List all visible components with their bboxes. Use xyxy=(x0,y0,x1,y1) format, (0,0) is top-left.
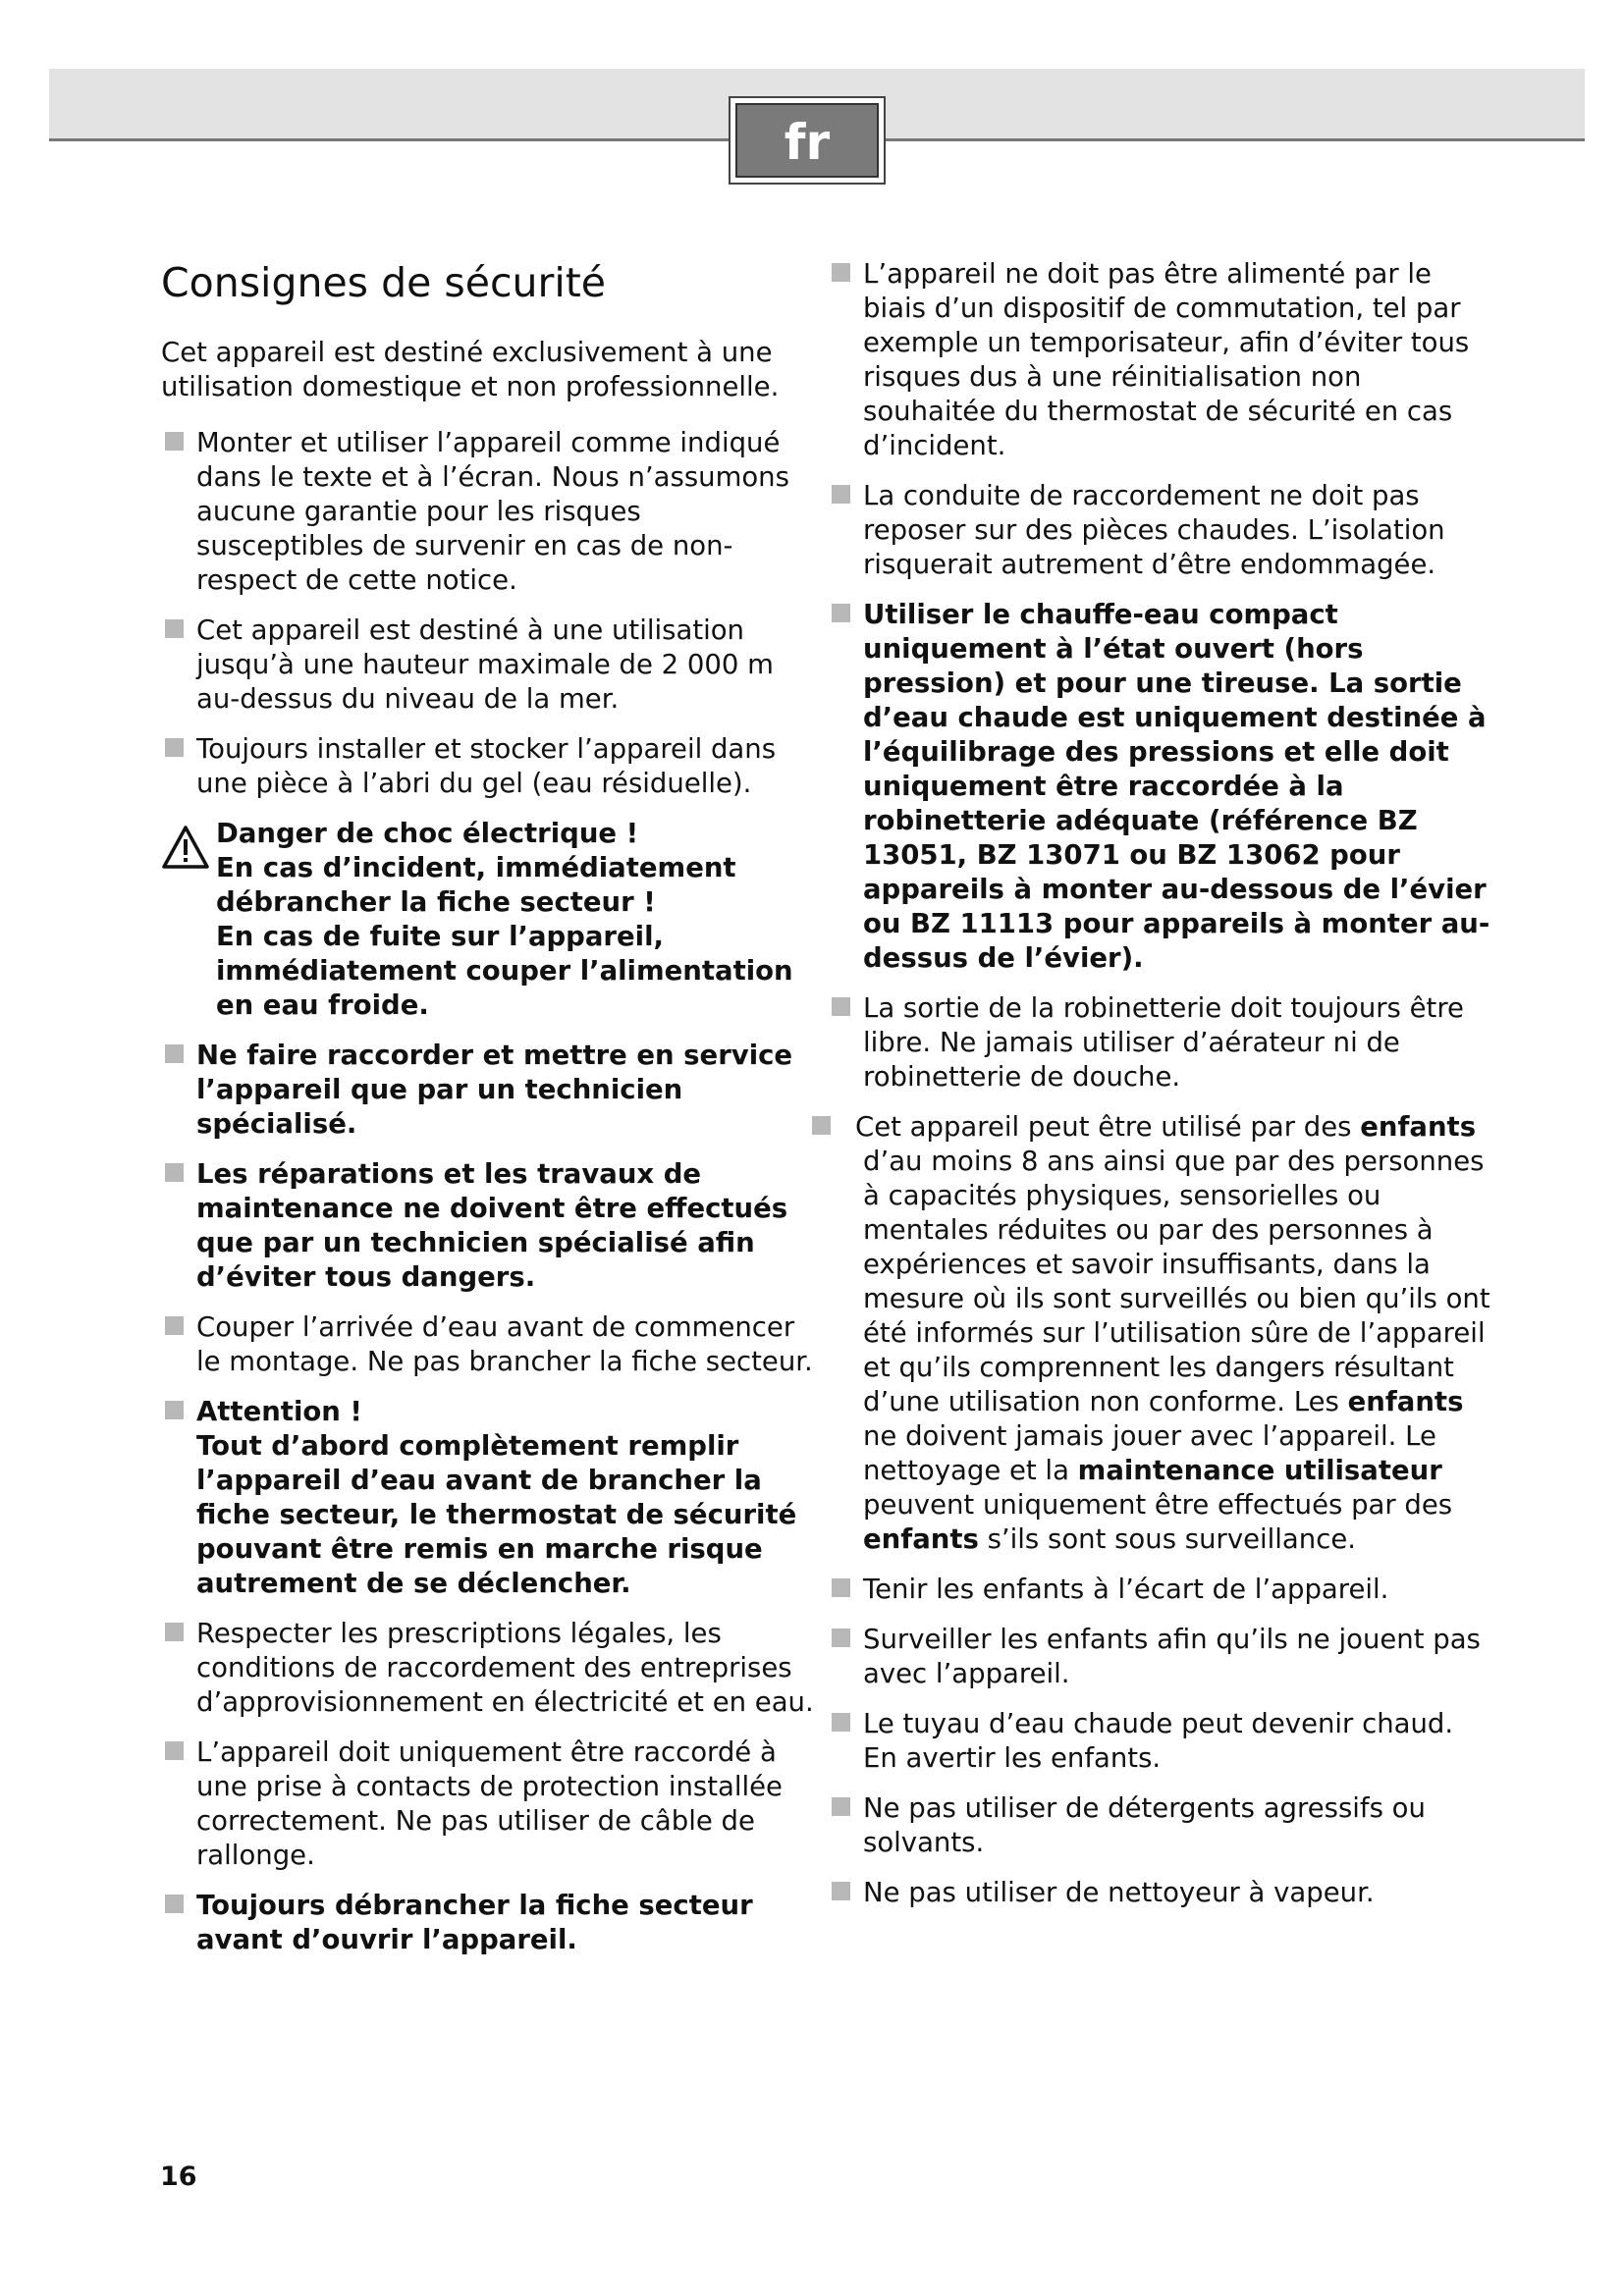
language-label: fr xyxy=(735,103,879,178)
safety-item: Toujours débrancher la fiche secteur avant d’ouvrir l’appareil. xyxy=(161,1889,814,1957)
left-column xyxy=(161,257,814,1973)
safety-item: Surveiller les enfants afin qu’ils ne jouent pas avec l’appareil. xyxy=(838,1623,1490,1691)
electric-shock-warning: Danger de choc électrique ! En cas d’incident, immédiatement débrancher la fiche secteur ! En cas de fuite sur l’appareil, immédiatement couper l’alimentation en eau froide. xyxy=(161,817,814,1023)
page-title: Consignes de sécurité xyxy=(161,259,607,306)
bullet-square-icon xyxy=(165,619,184,638)
safety-item: Tenir les enfants à l’écart de l’appareil. xyxy=(838,1573,1490,1607)
safety-item: Le tuyau d’eau chaude peut devenir chaud. En avertir les enfants. xyxy=(838,1707,1490,1776)
page-number: 16 xyxy=(160,2162,197,2192)
bullet-square-icon xyxy=(832,263,850,282)
bullet-square-icon xyxy=(165,432,184,451)
safety-item: Cet appareil est destiné à une utilisation jusqu’à une hauteur maximale de 2 000 m au-dessus du niveau de la mer. xyxy=(161,614,814,717)
bullet-square-icon xyxy=(165,1044,184,1063)
bullet-square-icon xyxy=(165,1741,184,1760)
bullet-square-icon xyxy=(832,997,850,1016)
safety-item: Toujours installer et stocker l’appareil dans une pièce à l’abri du gel (eau résiduelle). xyxy=(161,732,814,801)
safety-item: L’appareil ne doit pas être alimenté par le biais d’un dispositif de commutation, tel par exemple un temporisateur, afin d’éviter tous risques dus à une réinitialisation non souhaitée du thermostat de sécurité en cas d’incident. xyxy=(838,257,1490,463)
safety-item: La sortie de la robinetterie doit toujours être libre. Ne jamais utiliser d’aérateur ni de robinetterie de douche. xyxy=(838,991,1490,1095)
language-badge xyxy=(729,96,886,185)
safety-item: Utiliser le chauffe-eau compact uniquement à l’état ouvert (hors pression) et pour une tireuse. La sortie d’eau chaude est uniquement destinée à l’équilibrage des pressions et elle doit uniquement être raccordée à la robinetterie adéquate (référence BZ 13051, BZ 13071 ou BZ 13062 pour appareils à monter au-dessous de l’évier ou BZ 11113 pour appareils à monter au-dessus de l’évier). xyxy=(838,598,1490,976)
safety-item: Les réparations et les travaux de maintenance ne doivent être effectués que par un technicien spécialisé afin d’éviter tous dangers. xyxy=(161,1157,814,1295)
bullet-square-icon xyxy=(832,1882,850,1900)
bullet-square-icon xyxy=(832,1797,850,1816)
bullet-square-icon xyxy=(832,1713,850,1732)
safety-item: Ne pas utiliser de détergents agressifs ou solvants. xyxy=(838,1791,1490,1860)
children-safety-paragraph: Cet appareil peut être utilisé par des enfants d’au moins 8 ans ainsi que par des personnes à capacités physiques, sensorielles ou mentales réduites ou par des personnes à expériences et savoir insuffisants, dans la mesure où ils sont surveillés ou bien qu’ils ont été informés sur l’utilisation sûre de l’appareil et qu’ils comprennent les dangers résultant d’une utilisation non conforme. Les enfants ne doivent jamais jouer avec l’appareil. Le nettoyage et la maintenance utilisateur peuvent uniquement être effectués par des enfants s’ils sont sous surveillance. xyxy=(838,1110,1490,1557)
safety-item: Ne pas utiliser de nettoyeur à vapeur. xyxy=(838,1876,1490,1910)
bullet-square-icon xyxy=(832,1629,850,1647)
bullet-square-icon xyxy=(165,738,184,757)
bullet-square-icon xyxy=(165,1316,184,1335)
bullet-square-icon xyxy=(165,1163,184,1182)
safety-item: Ne faire raccorder et mettre en service l’appareil que par un technicien spécialisé. xyxy=(161,1039,814,1142)
bullet-square-icon xyxy=(165,1401,184,1419)
attention-item: Attention ! Tout d’abord complètement remplir l’appareil d’eau avant de brancher la fiche secteur, le thermostat de sécurité pouvant être remis en marche risque autrement de se déclencher. xyxy=(161,1395,814,1601)
bullet-square-icon xyxy=(812,1116,831,1135)
intro-paragraph: Cet appareil est destiné exclusivement à une utilisation domestique et non professionnelle. xyxy=(161,337,780,402)
bullet-square-icon xyxy=(832,1578,850,1597)
warning-triangle-icon xyxy=(161,825,210,870)
safety-item: Respecter les prescriptions légales, les conditions de raccordement des entreprises d’approvisionnement en électricité et en eau. xyxy=(161,1617,814,1720)
bullet-square-icon xyxy=(165,1623,184,1641)
safety-item: Couper l’arrivée d’eau avant de commencer le montage. Ne pas brancher la fiche secteur. xyxy=(161,1310,814,1379)
safety-item: La conduite de raccordement ne doit pas reposer sur des pièces chaudes. L’isolation risquerait autrement d’être endommagée. xyxy=(838,479,1490,582)
right-column xyxy=(838,257,1490,1926)
bullet-square-icon xyxy=(165,1895,184,1913)
safety-item: Monter et utiliser l’appareil comme indiqué dans le texte et à l’écran. Nous n’assumons aucune garantie pour les risques susceptibles de survenir en cas de non-respect de cette notice. xyxy=(161,426,814,598)
safety-item: L’appareil doit uniquement être raccordé à une prise à contacts de protection installée correctement. Ne pas utiliser de câble de rallonge. xyxy=(161,1735,814,1873)
bullet-square-icon xyxy=(832,604,850,622)
bullet-square-icon xyxy=(832,485,850,504)
